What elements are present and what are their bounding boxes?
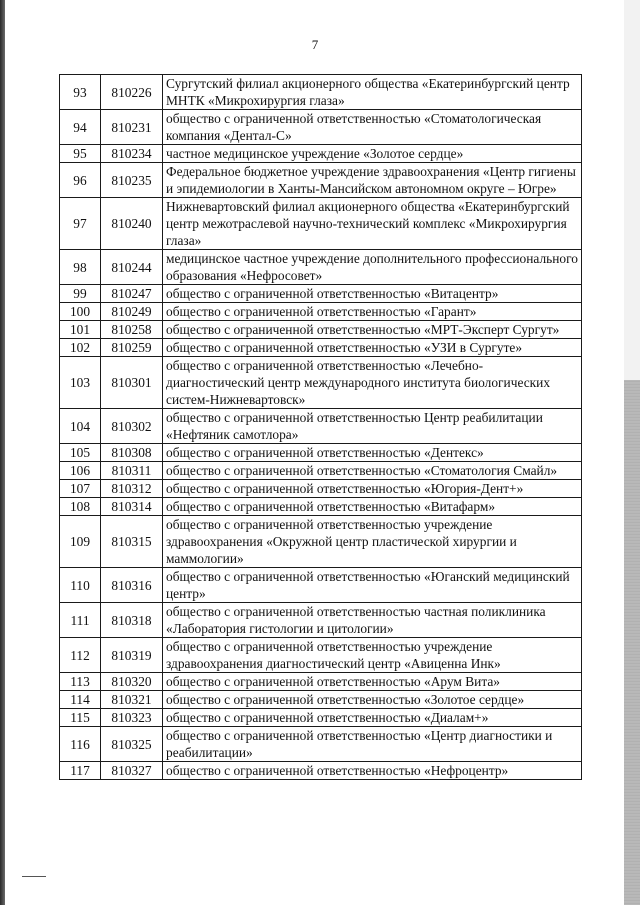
row-number: 96 xyxy=(60,163,101,198)
table-row xyxy=(60,691,582,709)
row-number: 116 xyxy=(60,727,101,762)
row-organization-name: общество с ограниченной ответственностью «Лечебно-диагностический центр международного института биологических систем-Нижневартовск» xyxy=(163,357,582,409)
table-row xyxy=(60,673,582,691)
row-organization-name: общество с ограниченной ответственностью «Витафарм» xyxy=(163,498,582,516)
row-code: 810318 xyxy=(101,603,163,638)
row-code: 810235 xyxy=(101,163,163,198)
row-code: 810259 xyxy=(101,339,163,357)
table-row xyxy=(60,498,582,516)
row-code: 810323 xyxy=(101,709,163,727)
table-row xyxy=(60,163,582,198)
table-row xyxy=(60,339,582,357)
row-code: 810316 xyxy=(101,568,163,603)
row-number: 97 xyxy=(60,198,101,250)
row-code: 810312 xyxy=(101,480,163,498)
table-row xyxy=(60,762,582,780)
row-code: 810314 xyxy=(101,498,163,516)
row-number: 104 xyxy=(60,409,101,444)
table-row xyxy=(60,516,582,568)
row-code: 810231 xyxy=(101,110,163,145)
row-code: 810321 xyxy=(101,691,163,709)
row-number: 100 xyxy=(60,303,101,321)
table-row xyxy=(60,603,582,638)
registry-table-body xyxy=(60,75,582,780)
row-code: 810244 xyxy=(101,250,163,285)
row-organization-name: Сургутский филиал акционерного общества «Екатеринбургский центр МНТК «Микрохирургия глаза» xyxy=(163,75,582,110)
row-number: 93 xyxy=(60,75,101,110)
row-number: 111 xyxy=(60,603,101,638)
table-row xyxy=(60,198,582,250)
row-organization-name: общество с ограниченной ответственностью «Арум Вита» xyxy=(163,673,582,691)
row-organization-name: общество с ограниченной ответственностью «УЗИ в Сургуте» xyxy=(163,339,582,357)
row-number: 109 xyxy=(60,516,101,568)
row-number: 101 xyxy=(60,321,101,339)
row-code: 810301 xyxy=(101,357,163,409)
row-number: 105 xyxy=(60,444,101,462)
table-row xyxy=(60,250,582,285)
row-code: 810247 xyxy=(101,285,163,303)
row-organization-name: общество с ограниченной ответственностью Центр реабилитации «Нефтяник самотлора» xyxy=(163,409,582,444)
row-organization-name: общество с ограниченной ответственностью «Центр диагностики и реабилитации» xyxy=(163,727,582,762)
row-number: 103 xyxy=(60,357,101,409)
row-number: 117 xyxy=(60,762,101,780)
row-number: 113 xyxy=(60,673,101,691)
row-organization-name: общество с ограниченной ответственностью «Золотое сердце» xyxy=(163,691,582,709)
row-organization-name: общество с ограниченной ответственностью «Стоматология Смайл» xyxy=(163,462,582,480)
row-organization-name: общество с ограниченной ответственностью «Гарант» xyxy=(163,303,582,321)
row-code: 810258 xyxy=(101,321,163,339)
row-organization-name: общество с ограниченной ответственностью «МРТ-Эксперт Сургут» xyxy=(163,321,582,339)
row-code: 810327 xyxy=(101,762,163,780)
row-organization-name: общество с ограниченной ответственностью «Югория-Дент+» xyxy=(163,480,582,498)
row-number: 106 xyxy=(60,462,101,480)
row-organization-name: медицинское частное учреждение дополнительного профессионального образования «Нефросовет» xyxy=(163,250,582,285)
table-row xyxy=(60,444,582,462)
table-row xyxy=(60,462,582,480)
row-number: 102 xyxy=(60,339,101,357)
row-number: 110 xyxy=(60,568,101,603)
table-row xyxy=(60,409,582,444)
row-organization-name: общество с ограниченной ответственностью «Дентекс» xyxy=(163,444,582,462)
row-organization-name: частное медицинское учреждение «Золотое сердце» xyxy=(163,145,582,163)
row-organization-name: общество с ограниченной ответственностью «Диалам+» xyxy=(163,709,582,727)
row-number: 107 xyxy=(60,480,101,498)
row-number: 94 xyxy=(60,110,101,145)
table-row xyxy=(60,480,582,498)
table-row xyxy=(60,638,582,673)
row-code: 810319 xyxy=(101,638,163,673)
scan-edge-left xyxy=(0,0,5,905)
table-row xyxy=(60,709,582,727)
row-number: 115 xyxy=(60,709,101,727)
table-row xyxy=(60,110,582,145)
row-code: 810311 xyxy=(101,462,163,480)
row-code: 810315 xyxy=(101,516,163,568)
page-number: 7 xyxy=(311,37,319,52)
row-code: 810234 xyxy=(101,145,163,163)
row-organization-name: общество с ограниченной ответственностью «Стоматологическая компания «Дентал-С» xyxy=(163,110,582,145)
row-number: 112 xyxy=(60,638,101,673)
table-row xyxy=(60,727,582,762)
row-code: 810308 xyxy=(101,444,163,462)
table-row xyxy=(60,75,582,110)
row-organization-name: общество с ограниченной ответственностью учреждение здравоохранения диагностический центр «Авиценна Инк» xyxy=(163,638,582,673)
row-number: 98 xyxy=(60,250,101,285)
row-organization-name: Федеральное бюджетное учреждение здравоохранения «Центр гигиены и эпидемиологии в Ханты-Мансийском автономном округе – Югре» xyxy=(163,163,582,198)
scan-edge-right-light xyxy=(624,0,640,380)
row-organization-name: общество с ограниченной ответственностью «Юганский медицинский центр» xyxy=(163,568,582,603)
row-number: 99 xyxy=(60,285,101,303)
registry-table xyxy=(59,74,582,780)
footer-mark xyxy=(22,876,46,877)
row-organization-name: общество с ограниченной ответственностью частная поликлиника «Лаборатория гистологии и цитологии» xyxy=(163,603,582,638)
row-organization-name: общество с ограниченной ответственностью учреждение здравоохранения «Окружной центр пластической хирургии и маммологии» xyxy=(163,516,582,568)
row-code: 810325 xyxy=(101,727,163,762)
table-row xyxy=(60,321,582,339)
row-number: 95 xyxy=(60,145,101,163)
table-row xyxy=(60,145,582,163)
row-organization-name: общество с ограниченной ответственностью «Витацентр» xyxy=(163,285,582,303)
row-code: 810320 xyxy=(101,673,163,691)
table-row xyxy=(60,357,582,409)
row-code: 810249 xyxy=(101,303,163,321)
row-number: 108 xyxy=(60,498,101,516)
table-row xyxy=(60,568,582,603)
row-number: 114 xyxy=(60,691,101,709)
row-organization-name: Нижневартовский филиал акционерного общества «Екатеринбургский центр межотраслевой научно-технический комплекс «Микрохирургия глаза» xyxy=(163,198,582,250)
row-organization-name: общество с ограниченной ответственностью «Нефроцентр» xyxy=(163,762,582,780)
row-code: 810226 xyxy=(101,75,163,110)
row-code: 810302 xyxy=(101,409,163,444)
table-row xyxy=(60,285,582,303)
table-row xyxy=(60,303,582,321)
row-code: 810240 xyxy=(101,198,163,250)
